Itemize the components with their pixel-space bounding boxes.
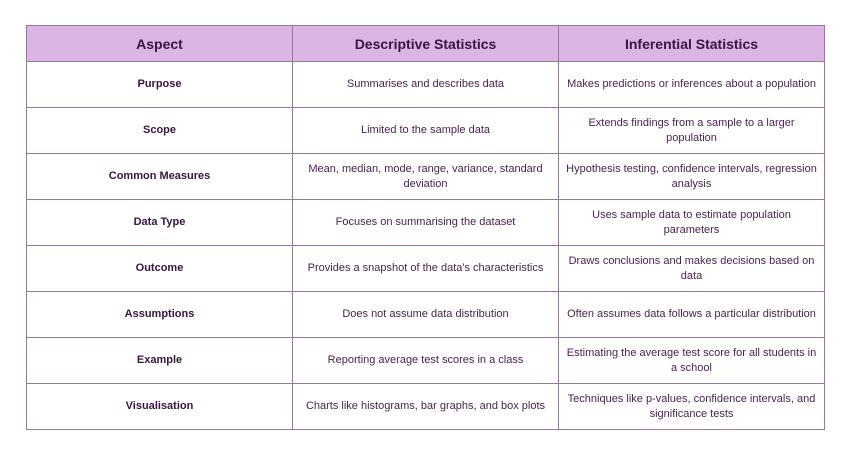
table-row: [27, 292, 825, 338]
table-row: [27, 246, 825, 292]
inferential-cell: Draws conclusions and makes decisions based on data: [559, 246, 825, 292]
table-row: [27, 384, 825, 430]
table-row: [27, 338, 825, 384]
descriptive-cell: Provides a snapshot of the data's characteristics: [293, 246, 559, 292]
aspect-cell: Visualisation: [27, 384, 293, 430]
descriptive-cell: Charts like histograms, bar graphs, and box plots: [293, 384, 559, 430]
inferential-cell: Often assumes data follows a particular distribution: [559, 292, 825, 338]
aspect-cell: Outcome: [27, 246, 293, 292]
table-row: [27, 154, 825, 200]
descriptive-cell: Does not assume data distribution: [293, 292, 559, 338]
descriptive-cell: Reporting average test scores in a class: [293, 338, 559, 384]
inferential-cell: Uses sample data to estimate population parameters: [559, 200, 825, 246]
table-row: [27, 108, 825, 154]
aspect-cell: Common Measures: [27, 154, 293, 200]
aspect-cell: Example: [27, 338, 293, 384]
aspect-cell: Scope: [27, 108, 293, 154]
header-descriptive: Descriptive Statistics: [293, 26, 559, 62]
header-aspect: Aspect: [27, 26, 293, 62]
descriptive-cell: Mean, median, mode, range, variance, standard deviation: [293, 154, 559, 200]
table-row: [27, 200, 825, 246]
inferential-cell: Hypothesis testing, confidence intervals, regression analysis: [559, 154, 825, 200]
inferential-cell: Techniques like p-values, confidence intervals, and significance tests: [559, 384, 825, 430]
aspect-cell: Assumptions: [27, 292, 293, 338]
inferential-cell: Extends findings from a sample to a larger population: [559, 108, 825, 154]
header-row: [27, 26, 825, 62]
descriptive-cell: Focuses on summarising the dataset: [293, 200, 559, 246]
comparison-table: [26, 25, 825, 430]
descriptive-cell: Limited to the sample data: [293, 108, 559, 154]
descriptive-cell: Summarises and describes data: [293, 62, 559, 108]
inferential-cell: Makes predictions or inferences about a population: [559, 62, 825, 108]
inferential-cell: Estimating the average test score for all students in a school: [559, 338, 825, 384]
table-row: [27, 62, 825, 108]
aspect-cell: Purpose: [27, 62, 293, 108]
header-inferential: Inferential Statistics: [559, 26, 825, 62]
aspect-cell: Data Type: [27, 200, 293, 246]
